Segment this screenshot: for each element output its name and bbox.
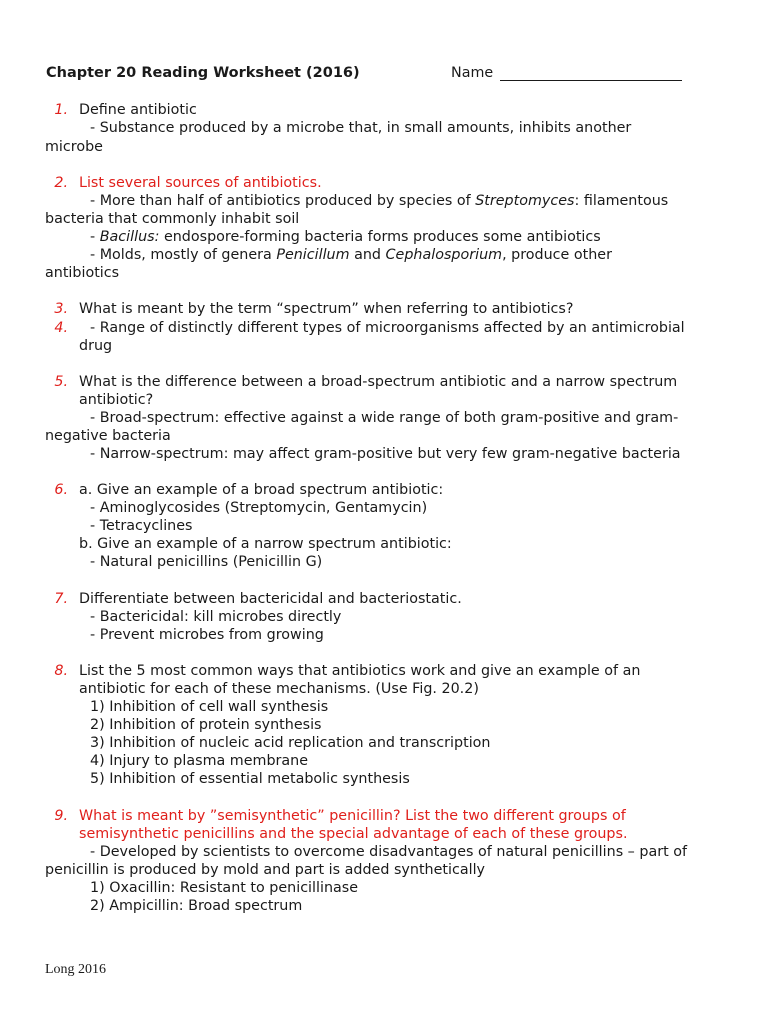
question-number-4: 4.: [54, 320, 68, 336]
answer-2-line-2-pre: -: [90, 229, 100, 245]
answer-2-line-2: [90, 228, 601, 246]
answer-9-line-1: - Developed by scientists to overcome disadvantages of natural penicillins – part of: [90, 844, 688, 860]
question-5-text-cont: antibiotic?: [79, 392, 154, 408]
question-2-text: List several sources of antibiotics.: [79, 175, 322, 191]
answer-7-line-2: - Prevent microbes from growing: [90, 627, 324, 643]
answer-2-line-3: [90, 246, 612, 264]
question-9-text: What is meant by ”semisynthetic” penicillin? List the two different groups of: [79, 808, 626, 824]
question-8-text-cont: antibiotic for each of these mechanisms. (Use Fig. 20.2): [79, 681, 479, 697]
name-blank-line: [500, 80, 682, 81]
question-number-7: 7.: [54, 591, 68, 607]
question-number-5: 5.: [54, 374, 68, 390]
name-label: Name: [451, 65, 494, 81]
question-6b-text: b. Give an example of a narrow spectrum antibiotic:: [79, 536, 452, 552]
answer-2-line-2-italic: Bacillus:: [99, 229, 160, 245]
question-8-text: List the 5 most common ways that antibiotics work and give an example of an: [79, 663, 641, 679]
answer-6a-line-2: - Tetracyclines: [90, 518, 193, 534]
list-item: 2) Inhibition of protein synthesis: [90, 717, 322, 733]
answer-5-line-1: - Broad-spectrum: effective against a wide range of both gram-positive and gram-: [90, 410, 679, 426]
answer-2-line-3-italic-2: Cephalosporium: [385, 247, 503, 263]
answer-9-line-1-cont: penicillin is produced by mold and part is added synthetically: [45, 862, 486, 878]
answer-1-line-cont: microbe: [45, 139, 103, 155]
footer-text: Long 2016: [45, 962, 107, 977]
page-title: Chapter 20 Reading Worksheet (2016): [46, 65, 360, 81]
question-number-1: 1.: [54, 102, 68, 118]
answer-2-line-3-cont: antibiotics: [45, 265, 120, 281]
question-6a-text: a. Give an example of a broad spectrum antibiotic:: [79, 482, 444, 498]
list-item: 5) Inhibition of essential metabolic synthesis: [90, 771, 410, 787]
question-number-2: 2.: [54, 175, 68, 191]
list-item: 4) Injury to plasma membrane: [90, 753, 309, 769]
list-item: 3) Inhibition of nucleic acid replication and transcription: [90, 735, 491, 751]
answer-2-line-1-italic: Streptomyces: [475, 193, 575, 209]
answer-6b-line-1: - Natural penicillins (Penicillin G): [90, 554, 323, 570]
answer-5-line-2: - Narrow-spectrum: may affect gram-positive but very few gram-negative bacteria: [90, 446, 681, 462]
answer-2-line-2-post: endospore-forming bacteria forms produces some antibiotics: [159, 229, 601, 245]
answer-2-line-3-mid: and: [349, 247, 386, 263]
answer-4-line-cont: drug: [79, 338, 113, 354]
answer-7-line-1: - Bactericidal: kill microbes directly: [90, 609, 342, 625]
question-7-text: Differentiate between bactericidal and bacteriostatic.: [79, 591, 462, 607]
answer-4-line: - Range of distinctly different types of microorganisms affected by an antimicrobial: [90, 320, 685, 336]
question-1-text: Define antibiotic: [79, 102, 197, 118]
question-3-text: What is meant by the term “spectrum” when referring to antibiotics?: [79, 301, 574, 317]
question-number-8: 8.: [54, 663, 68, 679]
question-5-text: What is the difference between a broad-spectrum antibiotic and a narrow spectrum: [79, 374, 678, 390]
answer-2-line-3-pre: - Molds, mostly of genera: [90, 247, 277, 263]
answer-2-line-1: [90, 192, 668, 210]
question-9-text-cont: semisynthetic penicillins and the special advantage of each of these groups.: [79, 826, 628, 842]
answer-1-line: - Substance produced by a microbe that, in small amounts, inhibits another: [90, 120, 632, 136]
answer-2-line-1-pre: - More than half of antibiotics produced by species of: [90, 193, 476, 209]
question-number-9: 9.: [54, 808, 68, 824]
answer-2-line-1-cont: bacteria that commonly inhabit soil: [45, 211, 300, 227]
answer-2-line-3-post: , produce other: [502, 247, 612, 263]
question-number-3: 3.: [54, 301, 68, 317]
question-number-6: 6.: [54, 482, 68, 498]
list-item: 1) Oxacillin: Resistant to penicillinase: [90, 880, 359, 896]
list-item: 1) Inhibition of cell wall synthesis: [90, 699, 329, 715]
answer-2-line-1-post: : filamentous: [574, 193, 669, 209]
answer-5-line-1-cont: negative bacteria: [45, 428, 171, 444]
answer-2-line-3-italic-1: Penicillum: [276, 247, 350, 263]
list-item: 2) Ampicillin: Broad spectrum: [90, 898, 303, 914]
answer-6a-line-1: - Aminoglycosides (Streptomycin, Gentamycin): [90, 500, 428, 516]
